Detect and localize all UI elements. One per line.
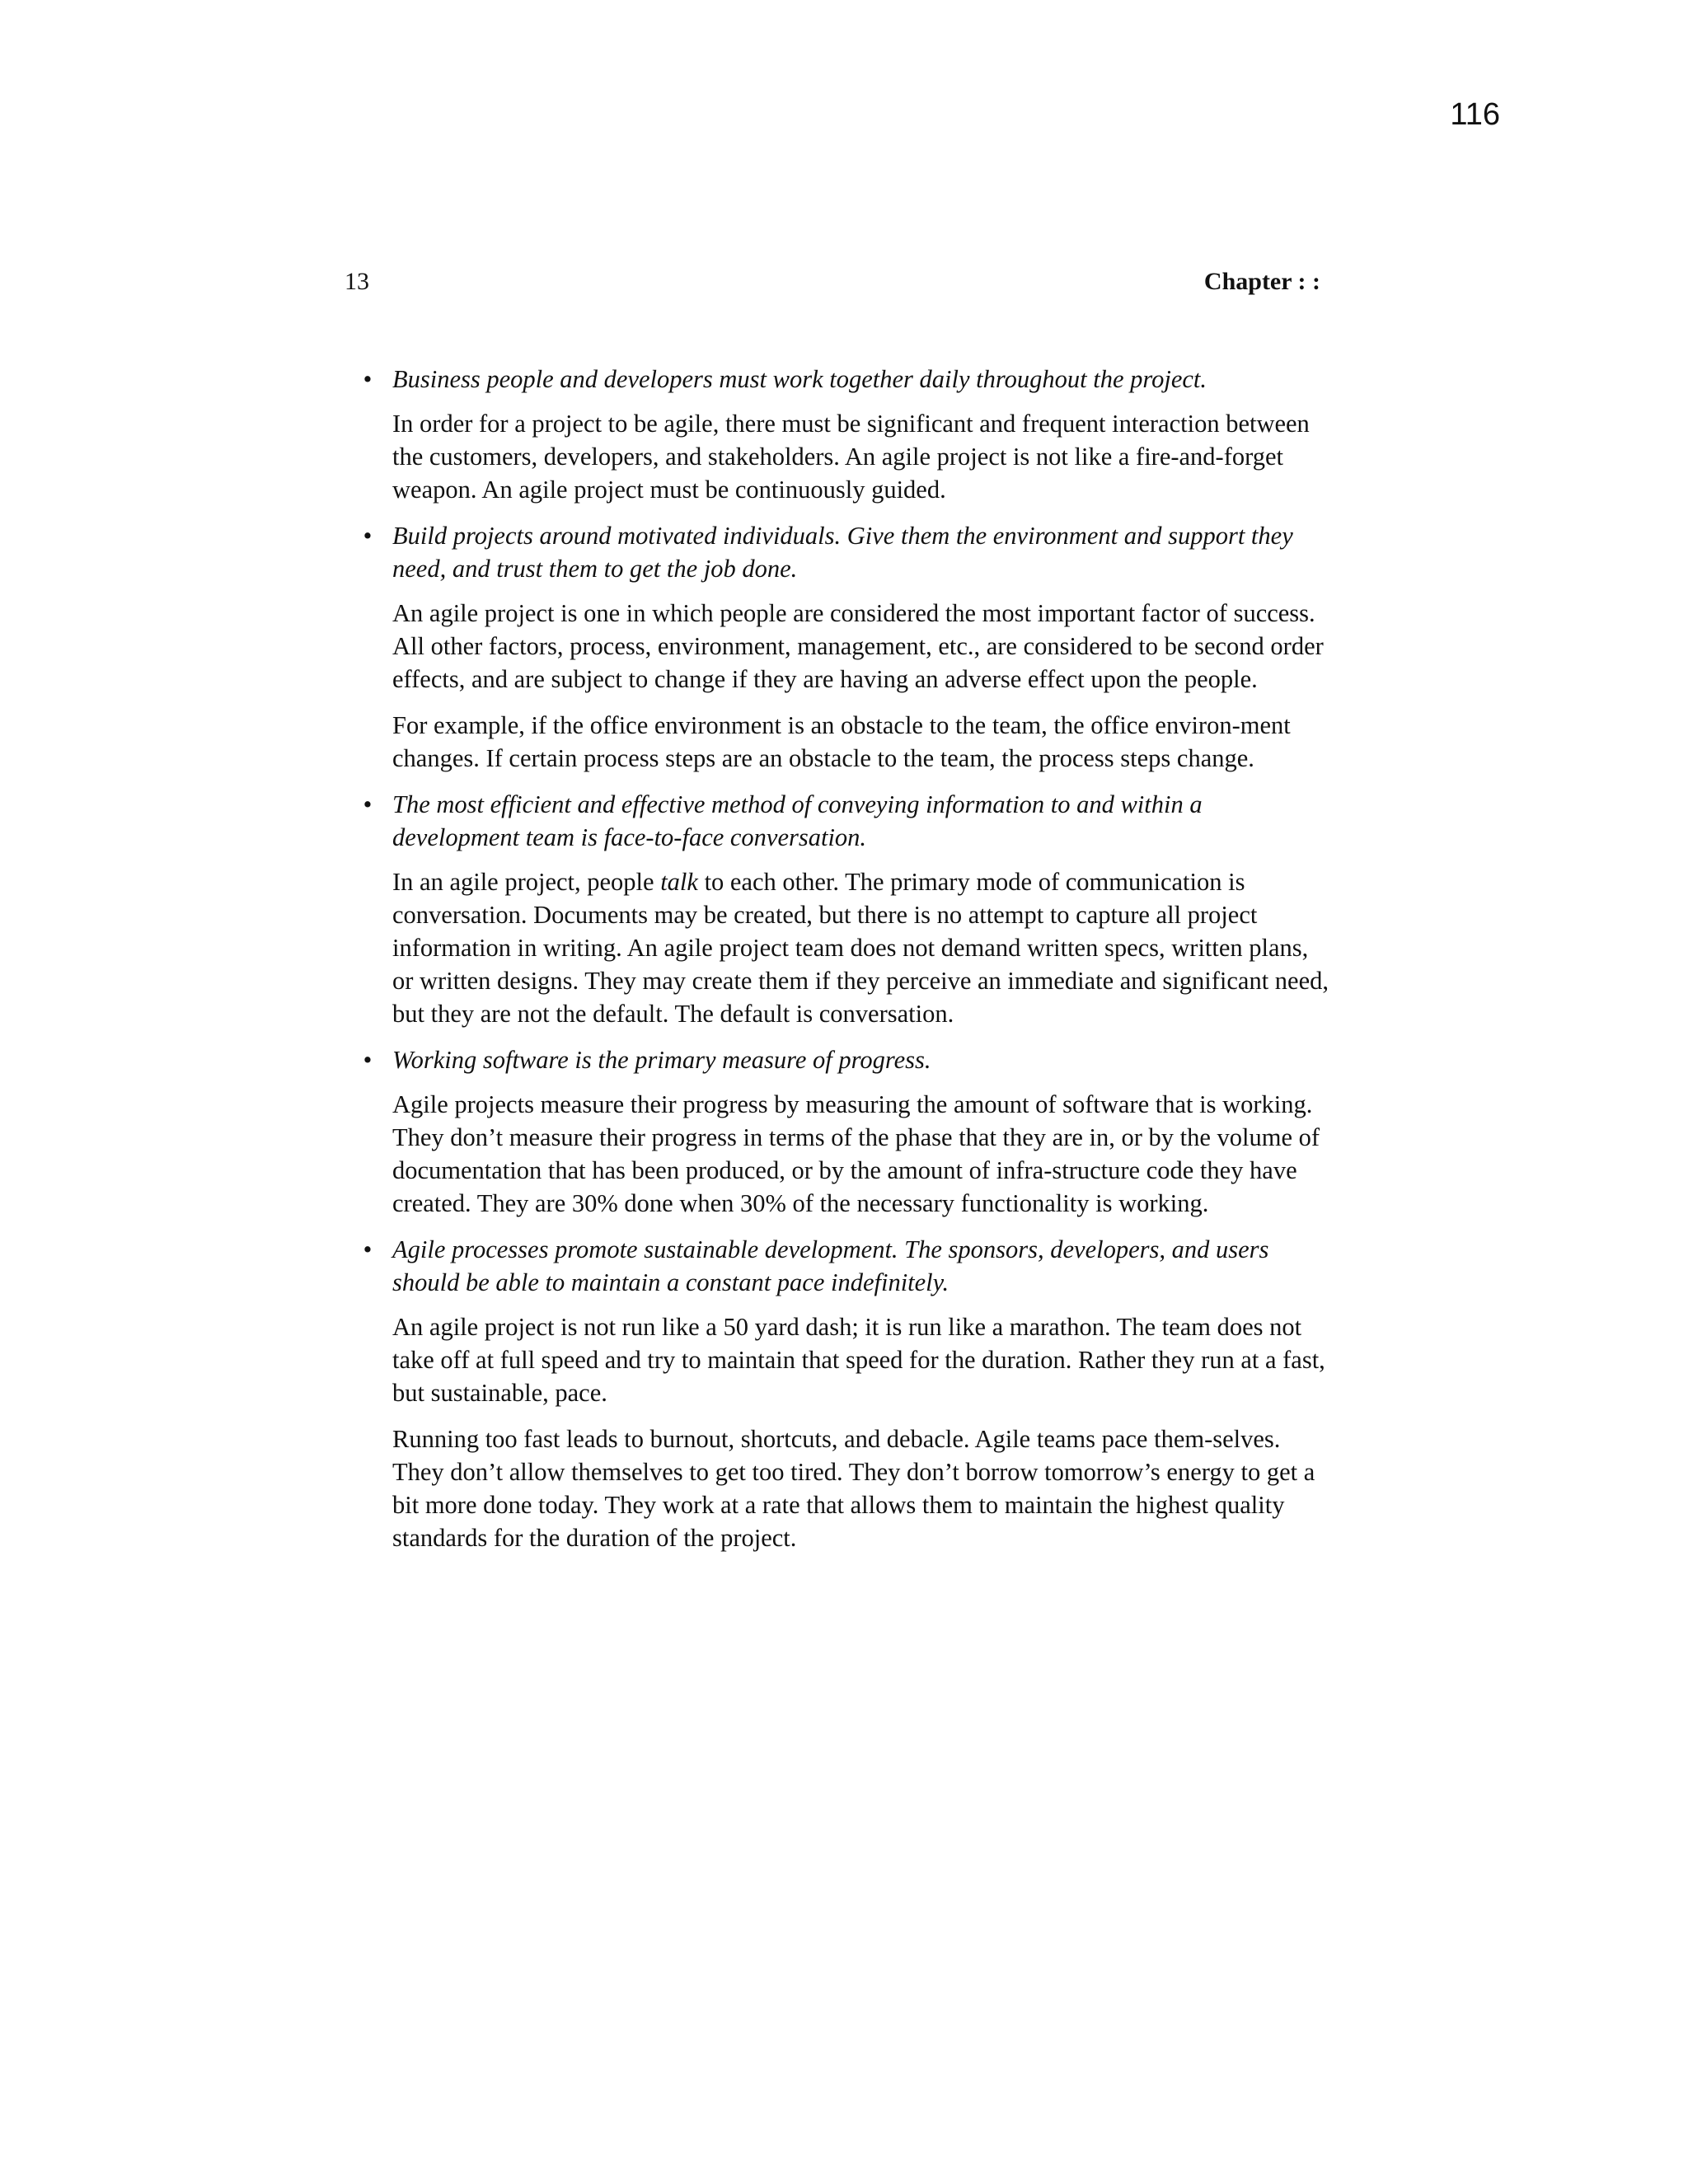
bullet-icon: •: [363, 1235, 373, 1263]
principle-item: [363, 1043, 1332, 1220]
principle-item: [363, 519, 1332, 775]
bullet-icon: •: [363, 790, 373, 818]
principle-title: Working software is the primary measure of progress.: [392, 1046, 931, 1074]
principle-item: [363, 788, 1332, 1030]
bullet-icon: •: [363, 1046, 373, 1074]
running-header: [345, 265, 1320, 298]
body-paragraph: An agile project is one in which people are considered the most important factor of success. All other factors, process, environment, management, etc., are considered to be second order effects, and are subject to change if they are having an adverse effect upon the people.: [392, 599, 1324, 693]
body-paragraph: An agile project is not run like a 50 yard dash; it is run like a marathon. The team does not take off at full speed and try to maintain that speed for the duration. Rather they run at a fast, but sustainable, pace.: [392, 1313, 1325, 1407]
body-paragraph: In order for a project to be agile, there must be significant and frequent interaction between the customers, developers, and stakeholders. An agile project is not like a fire-and-forget weapon. An agile project must be continuously guided.: [392, 410, 1310, 504]
body-paragraph: Agile projects measure their progress by measuring the amount of software that is working. They don’t measure their progress in terms of the phase that they are in, or by the volume of documentation that has been produced, or by the amount of infra-structure code they have created. They are 30% done when 30% of the necessary functionality is working.: [392, 1090, 1320, 1217]
pdf-page-number: 116: [1450, 97, 1500, 132]
principle-title: The most efficient and effective method of conveying information to and within a development team is face-to-face conversation.: [392, 790, 1203, 851]
page-label: 13: [345, 268, 369, 295]
body-paragraph: For example, if the office environment is an obstacle to the team, the office environ-ment changes. If certain process steps are an obstacle to the team, the process steps change.: [392, 711, 1291, 772]
principle-title: Business people and developers must work together daily throughout the project.: [392, 365, 1207, 393]
body-paragraph: [392, 865, 1332, 1030]
principle-title: Agile processes promote sustainable development. The sponsors, developers, and users should be able to maintain a constant pace indefinitely.: [392, 1235, 1269, 1296]
principle-title: Build projects around motivated individuals. Give them the environment and support they need, and trust them to get the job done.: [392, 522, 1293, 583]
body-paragraph: Running too fast leads to burnout, shortcuts, and debacle. Agile teams pace them-selves. They don’t allow themselves to get too tired. They don’t borrow tomorrow’s energy to get a bit more done today. They work at a rate that allows them to maintain the highest quality standards for the duration of the project.: [392, 1425, 1315, 1552]
chapter-label: Chapter : :: [1203, 268, 1320, 295]
bullet-icon: •: [363, 522, 373, 550]
principle-item: [363, 1233, 1332, 1554]
bullet-icon: •: [363, 365, 373, 393]
paragraph-intro: In an agile project, people: [392, 868, 661, 896]
emphasized-word: talk: [660, 868, 698, 896]
principle-item: [363, 363, 1332, 506]
page-body: [363, 363, 1332, 1568]
paragraph-rest: to each other. The primary mode of communication is conversation. Documents may be created, but there is no attempt to capture all project information in writing. An agile project team does not demand written specs, written plans, or written designs. They may create them if they perceive an immediate and significant need, but they are not the default. The default is conversation.: [392, 868, 1329, 1028]
